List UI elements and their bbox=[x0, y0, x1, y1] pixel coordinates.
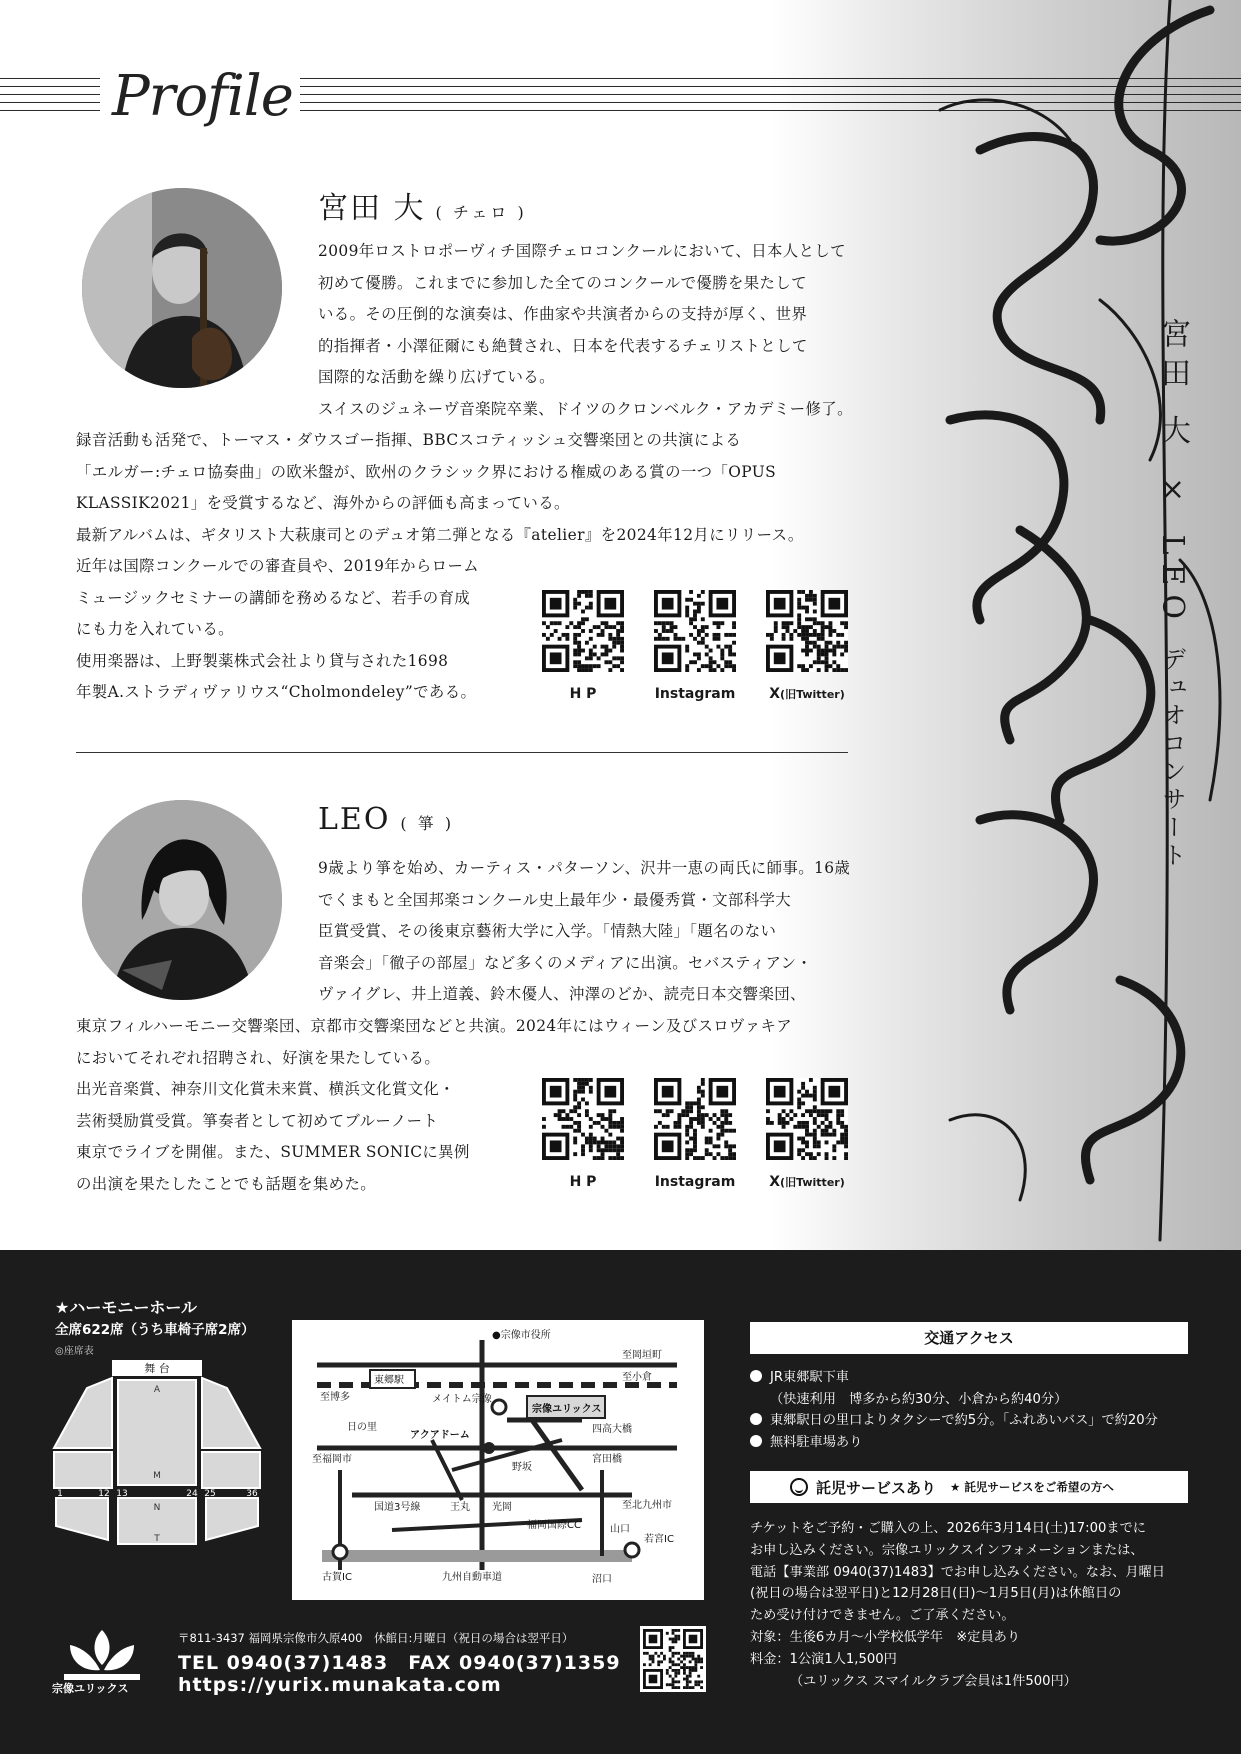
qr-code[interactable] bbox=[643, 1629, 703, 1689]
bio-line: においてそれぞれ招聘され、好演を果たしている。 bbox=[76, 1048, 441, 1067]
map-label-koga-ic: 古賀IC bbox=[322, 1572, 352, 1583]
venue-logo-text: 宗像ユリックス bbox=[52, 1682, 129, 1695]
nursery-title: 託児サービスあり bbox=[816, 1478, 937, 1497]
map-label-taguchi: 沼口 bbox=[592, 1574, 612, 1585]
bio-line: 東京でライブを開催。また、SUMMER SONICに異例 bbox=[76, 1143, 470, 1161]
map-label-aqua-dome: アクアドーム bbox=[410, 1430, 470, 1441]
qr-label-instagram: Instagram bbox=[654, 1174, 736, 1190]
qr-code[interactable] bbox=[654, 1078, 736, 1160]
profile-heading: Profile bbox=[100, 52, 300, 142]
leo-links bbox=[542, 1078, 848, 1190]
bio-line: にも力を入れている。 bbox=[76, 620, 234, 638]
leo-bio-tail bbox=[76, 1074, 470, 1200]
access-item-note: （快速利用 博多から約30分、小倉から約40分） bbox=[770, 1391, 1068, 1407]
bio-line: 出光音楽賞、神奈川文化賞未来賞、横浜文化賞文化・ bbox=[76, 1080, 455, 1098]
bullet-icon bbox=[750, 1435, 762, 1447]
map-label-shikodaibashi: 四高大橋 bbox=[592, 1424, 632, 1435]
leo-name-text: LEO bbox=[318, 802, 391, 837]
bio-line: 「エルガー:チェロ協奏曲」の欧米盤が、欧州のクラシック界における権威のある賞の一つ「OPUS bbox=[76, 462, 777, 481]
map-label-to-okagaki: 至岡垣町 bbox=[622, 1350, 662, 1361]
qr-label-hp: H P bbox=[569, 686, 597, 702]
bio-line: KLASSIK2021」を受賞するなど、海外からの評価も高まっている。 bbox=[76, 494, 570, 512]
ticket-line: (祝日の場合は翌平日)と12月28日(日)～1月5日(月)は休館日の bbox=[750, 1586, 1122, 1602]
qr-code[interactable] bbox=[766, 590, 848, 672]
seat-block-label: N bbox=[153, 1503, 161, 1513]
bio-line: 東京フィルハーモニー交響楽団、京都市交響楽団などと共演。2024年にはウィーン及びスロヴァキア bbox=[76, 1017, 793, 1035]
map-label-yurix: 宗像ユリックス bbox=[532, 1404, 602, 1415]
qr-code[interactable] bbox=[542, 1078, 624, 1160]
map-label-to-hakata: 至博多 bbox=[320, 1392, 350, 1403]
qr-label-x bbox=[769, 1174, 844, 1190]
qr-code[interactable] bbox=[654, 590, 736, 672]
seat-number-label: 12 bbox=[98, 1489, 110, 1499]
ticket-line: ため受け付けできません。ご了承ください。 bbox=[750, 1608, 1015, 1624]
map-label-wakamiya-ic: 若宮IC bbox=[644, 1534, 674, 1545]
bullet-icon bbox=[750, 1370, 762, 1382]
bio-line: 9歳より箏を始め、カーティス・パターソン、沢井一恵の両氏に師事。16歳 bbox=[318, 859, 851, 877]
miyata-bio-tail bbox=[76, 551, 479, 709]
miyata-links bbox=[542, 590, 848, 702]
leo-bio-full bbox=[76, 1011, 792, 1074]
miyata-x-link[interactable] bbox=[766, 590, 848, 702]
bio-line: でくまもと全国邦楽コンクール史上最年少・最優秀賞・文部科学大 bbox=[318, 890, 792, 909]
section-divider bbox=[76, 752, 848, 753]
qr-label-x bbox=[769, 686, 844, 702]
vertical-title-subtitle: デュオコンサート bbox=[1158, 646, 1186, 871]
ticket-line: 電話【事業部 0940(37)1483】でお申し込みください。なお、月曜日 bbox=[750, 1564, 1165, 1580]
access-title: 交通アクセス bbox=[750, 1322, 1188, 1354]
bio-line: 近年は国際コンクールでの審査員や、2019年からローム bbox=[76, 557, 480, 575]
ticket-line: 対象：生後6カ月～小学校低学年 ※定員あり bbox=[750, 1629, 1021, 1645]
seat-block-left-front bbox=[54, 1378, 112, 1448]
map-label-city-hall: ●宗像市役所 bbox=[492, 1330, 551, 1341]
nursery-service-bar bbox=[750, 1471, 1188, 1503]
map-label-expressway: 九州自動車道 bbox=[442, 1572, 502, 1583]
bio-line: 初めて優勝。これまでに参加した全てのコンクールで優勝を果たして bbox=[318, 273, 807, 292]
miyata-hp-link[interactable] bbox=[542, 590, 624, 702]
miyata-portrait bbox=[82, 188, 282, 388]
seat-block-right-rear bbox=[206, 1498, 258, 1540]
bio-line: 2009年ロストロポーヴィチ国際チェロコンクールにおいて、日本人として bbox=[318, 242, 846, 260]
leo-instagram-link[interactable] bbox=[654, 1078, 736, 1190]
seat-block-right-mid bbox=[202, 1452, 260, 1488]
qr-label-hp: H P bbox=[569, 1174, 597, 1190]
vertical-concert-title bbox=[1148, 318, 1194, 871]
map-label-kouoka: 光岡 bbox=[492, 1502, 512, 1513]
bio-line: 的指揮者・小澤征爾にも絶賛され、日本を代表するチェリストとして bbox=[318, 336, 808, 355]
map-label-to-fukuoka: 至福岡市 bbox=[312, 1454, 352, 1465]
seat-chart bbox=[52, 1358, 262, 1548]
qr-label-x-text: X bbox=[769, 1174, 781, 1190]
miyata-name-text: 宮田 大 bbox=[318, 191, 426, 226]
qr-code[interactable] bbox=[766, 1078, 848, 1160]
venue-tel-fax: TEL 0940(37)1483 FAX 0940(37)1359 bbox=[178, 1652, 621, 1674]
map-label-fukuoka-cc: 福岡国際CC bbox=[527, 1520, 581, 1531]
leo-name bbox=[318, 802, 454, 837]
seat-block-label: M bbox=[153, 1471, 161, 1481]
bio-line: いる。その圧倒的な演奏は、作曲家や共演者からの支持が厚く、世界 bbox=[318, 305, 808, 323]
ticket-line: 料金：1公演1人1,500円 bbox=[750, 1651, 897, 1667]
venue-url[interactable]: https://yurix.munakata.com bbox=[178, 1674, 502, 1696]
hall-name: ★ハーモニーホール bbox=[55, 1298, 198, 1317]
map-label-route3: 国道3号線 bbox=[374, 1502, 421, 1513]
access-item-text: JR東郷駅下車 bbox=[770, 1370, 849, 1385]
access-item-text: 無料駐車場あり bbox=[770, 1434, 863, 1450]
leo-x-link[interactable] bbox=[766, 1078, 848, 1190]
seat-block-center-front bbox=[118, 1380, 196, 1485]
qr-label-x-note: (旧Twitter) bbox=[780, 688, 845, 701]
map-label-meitom: メイトム宗像 bbox=[432, 1394, 492, 1405]
yurix-logo-icon bbox=[52, 1620, 152, 1710]
seat-block-right-front bbox=[202, 1378, 260, 1448]
bio-line: 録音活動も活発で、トーマス・ダウスゴー指揮、BBCスコティッシュ交響楽団との共演による bbox=[76, 431, 742, 449]
hall-seat-count: 全席622席（うち車椅子席2席） bbox=[55, 1322, 255, 1338]
vertical-title-performers: 宮田 大 × LEO bbox=[1155, 318, 1190, 629]
miyata-bio-full bbox=[76, 425, 804, 551]
seat-number-label: 13 bbox=[116, 1489, 128, 1499]
ticket-line: チケットをご予約・ご購入の上、2026年3月14日(土)17:00までに bbox=[750, 1521, 1146, 1536]
map-label-yamaguchi: 山口 bbox=[610, 1524, 630, 1535]
bullet-icon bbox=[750, 1413, 762, 1425]
bio-line: 国際的な活動を繰り広げている。 bbox=[318, 368, 555, 386]
bio-line: スイスのジュネーヴ音楽院卒業、ドイツのクロンベルク・アカデミー修了。 bbox=[318, 399, 853, 418]
access-item bbox=[750, 1367, 1158, 1389]
bio-line: ミュージックセミナーの講師を務めるなど、若手の育成 bbox=[76, 588, 471, 607]
ticket-member-note: （ユリックス スマイルクラブ会員は1件500円） bbox=[790, 1673, 1077, 1689]
map-label-oumaru: 王丸 bbox=[450, 1502, 470, 1513]
qr-label-instagram: Instagram bbox=[654, 686, 736, 702]
seat-block-label: A bbox=[153, 1385, 161, 1395]
qr-label-x-note: (旧Twitter) bbox=[780, 1176, 845, 1189]
miyata-role: ( チェロ ) bbox=[435, 203, 527, 222]
seat-number-label: 1 bbox=[57, 1489, 63, 1499]
nursery-note: ★ 託児サービスをご希望の方へ bbox=[950, 1480, 1114, 1494]
miyata-instagram-link[interactable] bbox=[654, 590, 736, 702]
map-label-to-kitakyushu: 至北九州市 bbox=[622, 1500, 672, 1511]
miyata-bio-indented bbox=[318, 236, 853, 425]
smile-icon bbox=[790, 1478, 808, 1496]
seat-number-label: 25 bbox=[204, 1489, 216, 1499]
seat-block-left-mid bbox=[54, 1452, 112, 1488]
seat-block-label: T bbox=[154, 1534, 160, 1544]
miyata-name bbox=[318, 183, 527, 227]
map-label-to-kokura: 至小倉 bbox=[622, 1372, 652, 1383]
ticket-line: お申し込みください。宗像ユリックスインフォメーションまたは、 bbox=[750, 1542, 1144, 1558]
access-list bbox=[750, 1367, 1158, 1453]
bio-line: 最新アルバムは、ギタリスト大萩康司とのデュオ第二弾となる『atelier』を2024年12月にリリース。 bbox=[76, 525, 804, 544]
qr-label-x-text: X bbox=[769, 686, 781, 702]
leo-bio-indented bbox=[318, 853, 850, 1011]
venue-address: 〒811-3437 福岡県宗像市久原400 休館日:月曜日（祝日の場合は翌平日） bbox=[178, 1631, 574, 1645]
bio-line: 使用楽器は、上野製薬株式会社より貸与された1698 bbox=[76, 651, 449, 670]
venue-footer bbox=[0, 1250, 1241, 1754]
map-label-miyatabashi: 宮田橋 bbox=[592, 1454, 622, 1465]
map-label-hinosato: 日の里 bbox=[347, 1422, 377, 1433]
access-map bbox=[292, 1320, 704, 1600]
bio-line: 音楽会」「徹子の部屋」など多くのメディアに出演。セバスティアン・ bbox=[318, 953, 813, 972]
access-item bbox=[750, 1410, 1158, 1432]
map-label-noza: 野坂 bbox=[512, 1462, 532, 1473]
stage-label: 舞 台 bbox=[144, 1362, 170, 1375]
access-item bbox=[750, 1432, 1158, 1454]
bio-line: の出演を果たしたことでも話題を集めた。 bbox=[76, 1174, 377, 1193]
seat-number-label: 36 bbox=[246, 1489, 258, 1499]
map-label-togo-station: 東郷駅 bbox=[374, 1375, 404, 1386]
access-item-text: 東郷駅日の里口よりタクシーで約5分。「ふれあいバス」で約20分 bbox=[770, 1413, 1158, 1428]
bio-line: 芸術奨励賞受賞。箏奏者として初めてブルーノート bbox=[76, 1111, 439, 1130]
leo-hp-link[interactable] bbox=[542, 1078, 624, 1190]
seat-block-left-rear bbox=[56, 1498, 108, 1540]
leo-role: ( 箏 ) bbox=[400, 814, 455, 833]
seat-chart-caption: ◎座席表 bbox=[55, 1346, 94, 1357]
bio-line: 年製A.ストラディヴァリウス“Cholmondeley”である。 bbox=[76, 683, 477, 701]
bio-line: 臣賞受賞、その後東京藝術大学に入学。「情熱大陸」「題名のない bbox=[318, 922, 777, 940]
ticket-info bbox=[750, 1518, 1165, 1692]
leo-portrait bbox=[82, 800, 282, 1000]
bio-line: ヴァイグレ、井上道義、鈴木優人、沖澤のどか、読売日本交響楽団、 bbox=[318, 985, 806, 1003]
seat-number-label: 24 bbox=[186, 1489, 198, 1499]
venue-qr-code[interactable] bbox=[640, 1626, 706, 1692]
qr-code[interactable] bbox=[542, 590, 624, 672]
